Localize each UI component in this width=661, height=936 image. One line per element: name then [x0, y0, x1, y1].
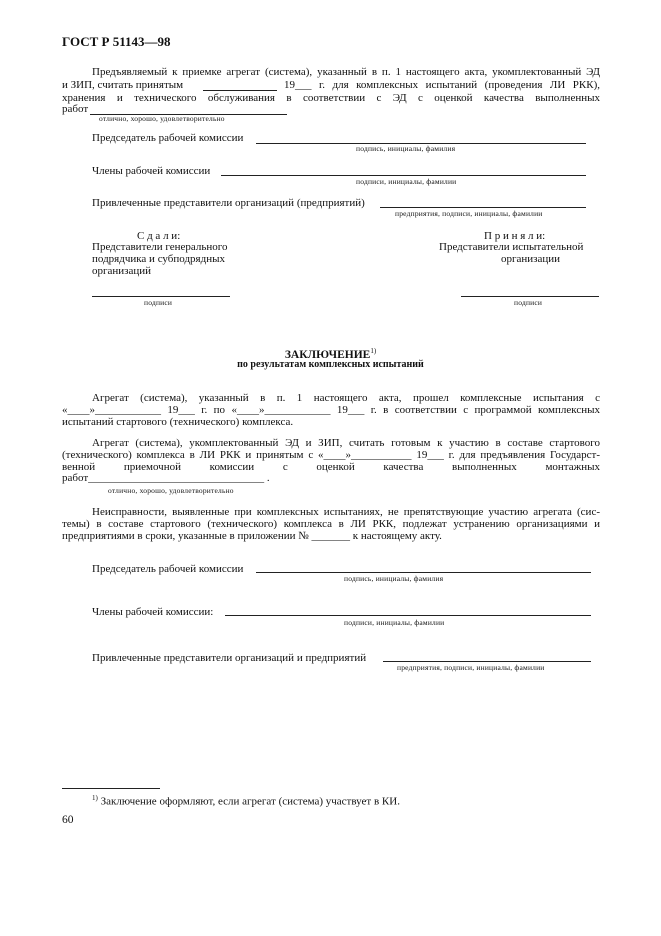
p2-quality-hint: отлично, хорошо, удовлетворительно	[108, 486, 234, 495]
gave-line-3: организаций	[92, 265, 152, 277]
intro-line-2-end: 19___ г. для комплексных испытаний (проведения ЛИ РКК),	[284, 79, 600, 91]
intro-line-2	[62, 79, 600, 92]
p3-line-3: предприятиями в сроки, указанные в приложении № _______ к настоящему акту.	[62, 530, 442, 542]
conclusion-footnote-mark: 1)	[370, 347, 377, 355]
intro-line-3: хранения и технического обслуживания в соответствии с ЭД с оценкой качества выполненных	[62, 92, 600, 104]
members-hint-2: подписи, инициалы, фамилии	[344, 618, 445, 627]
standard-header: ГОСТ Р 51143—98	[62, 34, 171, 49]
took-signature-line[interactable]	[461, 296, 599, 297]
members-label-2: Члены рабочей комиссии:	[92, 606, 214, 618]
footnote-separator	[62, 788, 160, 789]
conclusion-subtitle: по результатам комплексных испытаний	[237, 359, 424, 370]
intro-line-2-start: и ЗИП, считать принятым	[62, 79, 184, 91]
members-label-1: Члены рабочей комиссии	[92, 165, 211, 177]
took-title: П р и н я л и:	[484, 230, 546, 242]
chairman-label-2: Председатель рабочей комиссии	[92, 563, 244, 575]
p2-line-1: Агрегат (система), укомплектованный ЭД и ЗИП, считать готовым к участию в составе стартового	[92, 437, 600, 449]
footnote	[92, 792, 400, 809]
chairman-label-1: Председатель рабочей комиссии	[92, 132, 244, 144]
p1-line-2: «____»____________ 19___ г. по «____»____________ 19___ г. в соответствии с программой комплексных	[62, 404, 600, 416]
p3-line-1: Неисправности, выявленные при комплексных испытаниях, не препятствующие участию агрегата (сис-	[92, 506, 600, 518]
chairman-hint-2: подпись, инициалы, фамилия	[344, 574, 444, 583]
took-hint: подписи	[514, 298, 543, 307]
p1-line-3: испытаний стартового (технического) комплекса.	[62, 416, 294, 428]
p1-line-1: Агрегат (система), указанный в п. 1 настоящего акта, прошел комплексные испытания с	[92, 392, 600, 404]
orgs-label-1: Привлеченные представители организаций (предприятий)	[92, 197, 365, 209]
members-signature-line-1[interactable]	[221, 175, 586, 176]
footnote-mark: 1)	[92, 794, 98, 802]
intro-line-1: Предъявляемый к приемке агрегат (система), указанный в п. 1 настоящего акта, укомплектованный ЭД	[92, 66, 600, 78]
gave-signature-line[interactable]	[92, 296, 230, 297]
p2-line-3: венной приемочной комиссии с оценкой качества выполненных монтажных	[62, 461, 600, 473]
p2-line-2: (технического) комплекса в ЛИ РКК и принятым с «____»___________ 19___ г. для предъявления Государст-	[62, 449, 600, 461]
orgs-label-2: Привлеченные представители организаций и предприятий	[92, 652, 367, 664]
gave-hint: подписи	[144, 298, 173, 307]
orgs-hint-2: предприятия, подписи, инициалы, фамилии	[397, 663, 545, 672]
chairman-hint-1: подпись, инициалы, фамилия	[356, 144, 456, 153]
members-signature-line-2[interactable]	[225, 615, 591, 616]
took-line-1: Представители испытательной	[439, 241, 584, 253]
orgs-signature-line-2[interactable]	[383, 661, 591, 662]
took-line-2: организации	[501, 253, 561, 265]
page-number: 60	[62, 814, 74, 826]
intro-line-4: работ	[62, 103, 89, 115]
orgs-hint-1: предприятия, подписи, инициалы, фамилии	[395, 209, 543, 218]
members-hint-1: подписи, инициалы, фамилии	[356, 177, 457, 186]
gave-title: С д а л и:	[137, 230, 181, 242]
p2-line-4: работ________________________________ .	[62, 472, 270, 484]
orgs-signature-line-1[interactable]	[380, 207, 586, 208]
p3-line-2: темы) в составе стартового (технического) комплекса в ЛИ РКК, подлежат устранению организациями и	[62, 518, 600, 530]
intro-quality-hint: отлично, хорошо, удовлетворительно	[99, 114, 225, 123]
chairman-signature-line-2[interactable]	[256, 572, 591, 573]
conclusion-title-text: ЗАКЛЮЧЕНИЕ	[284, 348, 371, 361]
footnote-text: Заключение оформляют, если агрегат (система) участвует в КИ.	[100, 795, 400, 808]
intro-date-blank	[203, 90, 277, 91]
gave-line-2: подрядчика и субподрядных	[92, 253, 225, 265]
gave-line-1: Представители генерального	[92, 241, 228, 253]
